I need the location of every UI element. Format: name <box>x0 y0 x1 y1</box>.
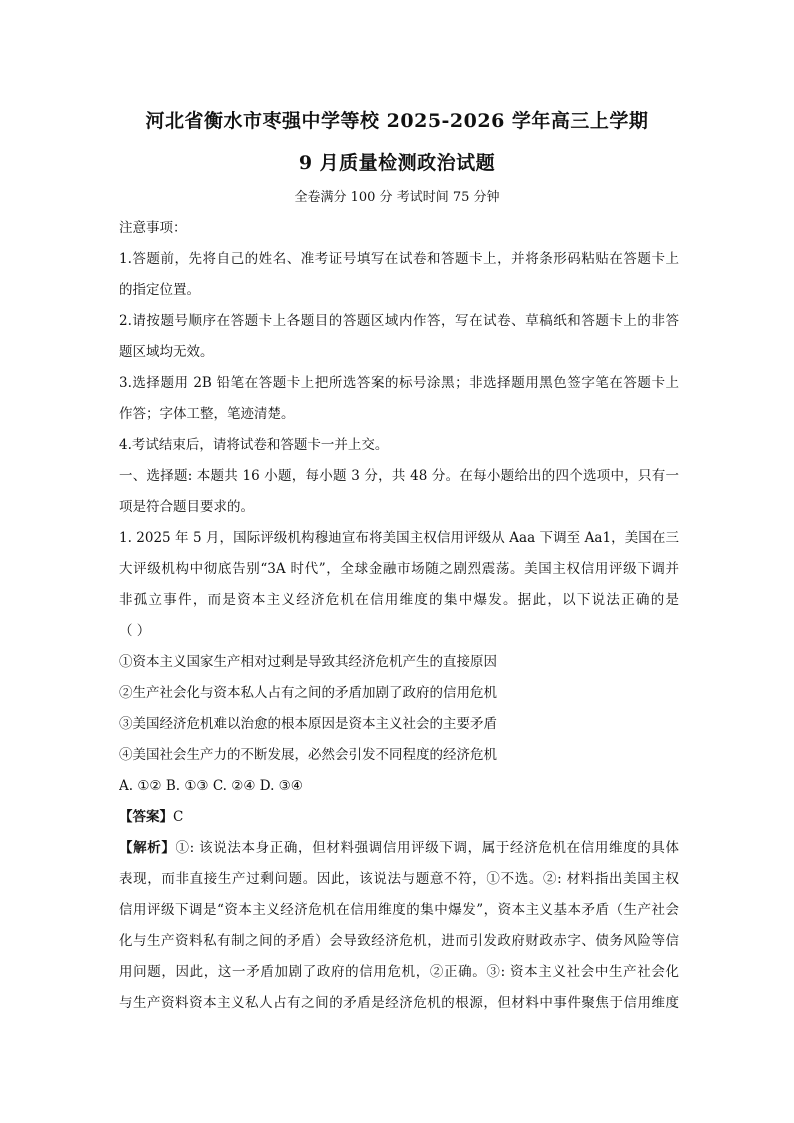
q1-stem-line-2: 大评级机构中彻底告别“3A 时代”，全球金融市场随之剧烈震荡。美国主权信用评级下调并 <box>119 561 679 577</box>
note-1-line-1: 1.答题前，先将自己的姓名、准考证号填写在试卷和答题卡上，并将条形码粘贴在答题卡上 <box>119 251 679 267</box>
note-2-line-2: 题区域均无效。 <box>119 344 214 360</box>
analysis-label: 【解析】 <box>119 840 176 856</box>
q1-option-4: ④美国社会生产力的不断发展，必然会引发不同程度的经济危机 <box>119 747 497 763</box>
document-body <box>119 213 679 1019</box>
q1-stem-line-1: 1. 2025 年 5 月，国际评级机构穆迪宣布将美国主权信用评级从 Aaa 下调至 Aa1，美国在三 <box>119 530 679 546</box>
analysis-text-1: ①: 该说法本身正确，但材料强调信用评级下调，属于经济危机在信用维度的具体 <box>175 840 679 856</box>
note-2-line-1: 2.请按题号顺序在答题卡上各题目的答题区域内作答，写在试卷、草稿纸和答题卡上的非答 <box>119 313 679 329</box>
exam-info: 全卷满分 100 分 考试时间 75 分钟 <box>294 190 500 205</box>
q1-analysis-line-2: 表现，而非直接生产过剩问题。因此，该说法与题意不符，①不选。②: 材料指出美国主权 <box>119 871 679 887</box>
q1-analysis-line-4: 化与生产资料私有制之间的矛盾）会导致经济危机，进而引发政府财政赤字、债务风险等信 <box>119 933 679 949</box>
section-1-line-2: 项是符合题目要求的。 <box>119 499 254 515</box>
title-line-2: 9 月质量检测政治试题 <box>298 152 496 174</box>
section-1-line-1: 一、选择题: 本题共 16 小题，每小题 3 分，共 48 分。在每小题给出的四个选项中，只有一 <box>119 468 679 484</box>
q1-option-3: ③美国经济危机难以治愈的根本原因是资本主义社会的主要矛盾 <box>119 716 497 732</box>
q1-analysis-line-6: 与生产资料资本主义私人占有之间的矛盾是经济危机的根源，但材料中事件聚焦于信用维度 <box>119 995 679 1011</box>
q1-analysis-line-5: 用问题，因此，这一矛盾加剧了政府的信用危机，②正确。③: 资本主义社会中生产社会化 <box>119 964 679 980</box>
title-line-1: 河北省衡水市枣强中学等校 2025-2026 学年高三上学期 <box>145 110 649 132</box>
q1-answer <box>119 802 679 833</box>
note-3-line-2: 作答；字体工整，笔迹清楚。 <box>119 406 295 422</box>
note-1-line-2: 的指定位置。 <box>119 282 200 298</box>
q1-stem-line-3: 非孤立事件，而是资本主义经济危机在信用维度的集中爆发。据此，以下说法正确的是 <box>119 592 679 608</box>
q1-analysis-line-3: 信用评级下调是“资本主义经济危机在信用维度的集中爆发”，资本主义基本矛盾（生产社会 <box>119 902 679 918</box>
q1-option-1: ①资本主义国家生产相对过剩是导致其经济危机产生的直接原因 <box>119 654 497 670</box>
q1-choices: A. ①② B. ①③ C. ②④ D. ③④ <box>119 778 303 794</box>
answer-label: 【答案】 <box>119 809 173 825</box>
q1-option-2: ②生产社会化与资本私人占有之间的矛盾加剧了政府的信用危机 <box>119 685 497 701</box>
notes-heading: 注意事项： <box>119 220 187 236</box>
q1-analysis-line-1 <box>119 833 679 864</box>
note-3-line-1: 3.选择题用 2B 铅笔在答题卡上把所选答案的标号涂黑；非选择题用黑色签字笔在答题卡上 <box>119 375 679 391</box>
note-4: 4.考试结束后，请将试卷和答题卡一并上交。 <box>119 437 389 453</box>
answer-value: C <box>173 809 184 825</box>
q1-stem-line-4: （ ） <box>119 623 151 639</box>
